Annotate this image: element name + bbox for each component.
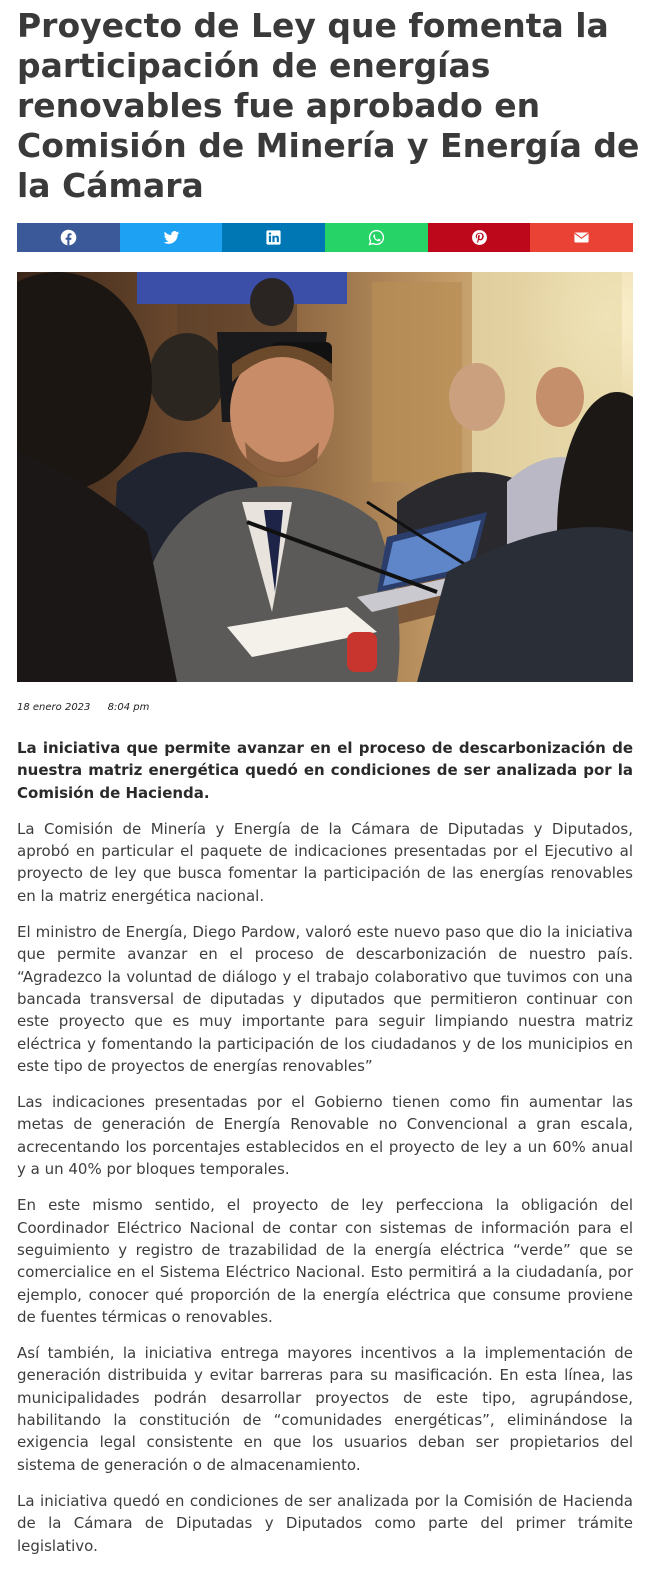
pinterest-icon bbox=[471, 229, 488, 246]
twitter-icon bbox=[163, 229, 180, 246]
article-paragraph: El ministro de Energía, Diego Pardow, valoró este nuevo paso que dio la iniciativa que permite avanzar en el proceso de descarbonización de nuestro país. “Agradezco la voluntad de diálogo y el trabajo colaborativo que tuvimos con una bancada transversal de diputadas y diputados que permitieron continuar con este proyecto que es muy importante para seguir limpiando nuestra matriz eléctrica y fomentando la participación de los ciudadanos y de los municipios en este tipo de proyectos de energías renovables” bbox=[17, 923, 633, 1075]
article-paragraph: Las indicaciones presentadas por el Gobierno tienen como fin aumentar las metas de generación de Energía Renovable no Convencional a gran escala, acrecentando los porcentajes establecidos en el proyecto de ley a un 60% anual y a un 40% por bloques temporales. bbox=[17, 1093, 633, 1179]
article-meta bbox=[17, 702, 149, 713]
article-paragraph: La Comisión de Minería y Energía de la Cámara de Diputadas y Diputados, aprobó en particular el paquete de indicaciones presentadas por el Ejecutivo al proyecto de ley que busca fomentar la participación de las energías renovables en la matriz energética nacional. bbox=[17, 819, 633, 905]
share-email-button[interactable] bbox=[530, 223, 633, 252]
share-twitter-button[interactable] bbox=[120, 223, 223, 252]
facebook-icon bbox=[60, 229, 77, 246]
article-photo bbox=[17, 272, 633, 682]
share-linkedin-button[interactable] bbox=[222, 223, 325, 252]
article-paragraph: La iniciativa quedó en condiciones de ser analizada por la Comisión de Hacienda de la Cámara de Diputadas y Diputados como parte del primer trámite legislativo. bbox=[17, 1491, 633, 1555]
article-body bbox=[17, 737, 633, 1571]
article-title: Proyecto de Ley que fomenta la participación de energías renovables fue aprobado en Comisión de Minería y Energía de la Cámara bbox=[17, 6, 640, 205]
meeting-photo-illustration bbox=[17, 272, 633, 682]
whatsapp-icon bbox=[368, 229, 385, 246]
article-paragraph: En este mismo sentido, el proyecto de ley perfecciona la obligación del Coordinador Eléctrico Nacional de contar con sistemas de información para el seguimiento y registro de trazabilidad de la energía eléctrica “verde” que se comercialice en el Sistema Eléctrico Nacional. Esto permitirá a la ciudadanía, por ejemplo, conocer qué proporción de la energía eléctrica que consume proviene de fuentes térmicas o renovables. bbox=[17, 1196, 633, 1326]
share-whatsapp-button[interactable] bbox=[325, 223, 428, 252]
article-lead: La iniciativa que permite avanzar en el proceso de descarbonización de nuestra matriz energética quedó en condiciones de ser analizada por la Comisión de Hacienda. bbox=[17, 739, 633, 802]
article-date: 18 enero 2023 bbox=[17, 702, 91, 713]
share-pinterest-button[interactable] bbox=[428, 223, 531, 252]
article-paragraph: Así también, la iniciativa entrega mayores incentivos a la implementación de generación distribuida y evitar barreras para su masificación. En esta línea, las municipalidades podrán desarrollar proyectos de este tipo, agrupándose, habilitando la constitución de “comunidades energéticas”, eliminándose la exigencia legal consistente en que los usuarios deban ser propietarios del sistema de generación o de almacenamiento. bbox=[17, 1344, 633, 1474]
linkedin-icon bbox=[265, 229, 282, 246]
share-bar bbox=[17, 223, 633, 252]
email-icon bbox=[573, 229, 590, 246]
article-time: 8:04 pm bbox=[107, 702, 150, 713]
share-facebook-button[interactable] bbox=[17, 223, 120, 252]
